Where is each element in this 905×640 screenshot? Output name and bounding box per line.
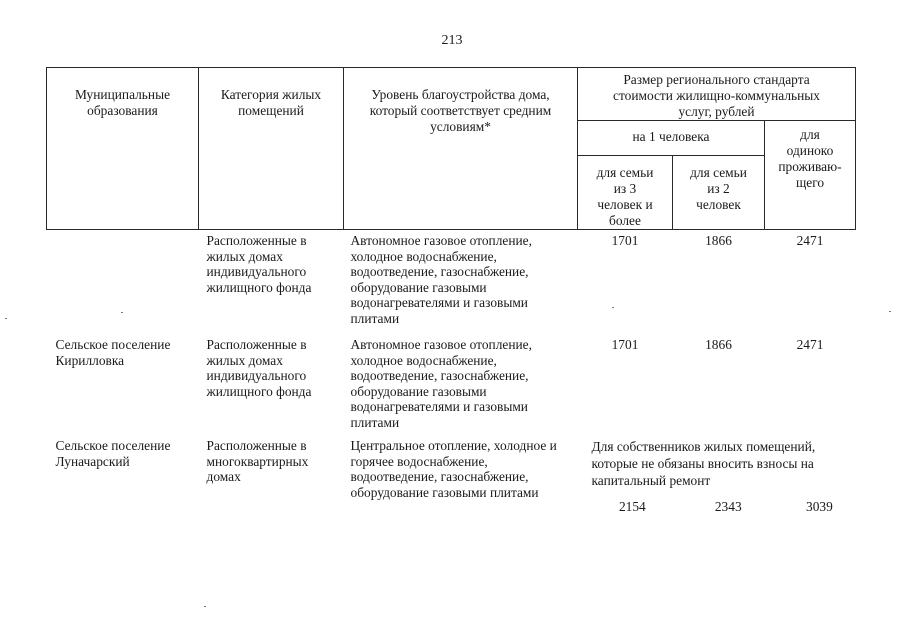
cell-category: Расположенные в жилых домах индивидуального жилищного фонда [206, 233, 312, 295]
header-family3: для семьи из 3 человек и более [578, 156, 673, 230]
note-values [592, 498, 856, 515]
cell-single: 2471 [796, 337, 824, 352]
cell-category: Расположенные в многоквартирных домах [206, 438, 309, 484]
cell-family3: 2154 [618, 499, 646, 514]
cell-family2: 1866 [705, 233, 732, 248]
cell-municipality: Сельское поселение Луначарский [55, 438, 171, 469]
scan-speck [5, 318, 7, 319]
table-row [47, 435, 856, 515]
capital-repair-note: Для собственников жилых помещений, которые не обязаны вносить взносы на капитальный ремонт [591, 439, 816, 488]
cell-family3: 1701 [611, 337, 639, 352]
header-category: Категория жилых помещений [199, 68, 344, 230]
header-single: для одиноко проживаю-щего [765, 121, 856, 230]
cell-family2: 1866 [705, 337, 732, 352]
cell-level: Автономное газовое отопление, холодное водоснабжение, водоотведение, газоснабжение, оборудование газовыми водонагревателями и газовыми плитами [350, 337, 532, 430]
scan-speck [204, 606, 206, 607]
header-municipality: Муниципальные образования [47, 68, 199, 230]
header-family2: для семьи из 2 человек [673, 156, 765, 230]
cell-family3: 1701 [611, 233, 639, 248]
cell-level: Центральное отопление, холодное и горячее водоснабжение, водоотведение, газоснабжение, оборудование газовыми плитами [350, 438, 557, 500]
table-row [47, 230, 856, 335]
scan-speck [889, 311, 891, 312]
table-body [47, 230, 856, 516]
cell-single: 3039 [806, 499, 833, 514]
cell-note-group [578, 435, 856, 515]
cell-municipality: Сельское поселение Кирилловка [55, 337, 171, 368]
cell-family2: 2343 [714, 499, 742, 514]
cell-category: Расположенные в жилых домах индивидуального жилищного фонда [206, 337, 312, 399]
header-standard: Размер регионального стандарта стоимости жилищно-коммунальных услуг, рублей [578, 68, 856, 121]
tariff-table [46, 67, 856, 515]
cell-single: 2471 [796, 233, 824, 248]
scan-speck [612, 307, 614, 308]
header-per-person: на 1 человека [578, 121, 765, 156]
page-number: 213 [441, 33, 463, 48]
scan-speck [121, 312, 123, 313]
cell-level: Автономное газовое отопление, холодное водоснабжение, водоотведение, газоснабжение, оборудование газовыми водонагревателями и газовыми плитами [350, 233, 532, 326]
cell-municipality [47, 230, 199, 335]
table-row [47, 334, 856, 435]
table-header [47, 68, 856, 230]
header-level: Уровень благоустройства дома, который соответствует средним условиям* [344, 68, 578, 230]
